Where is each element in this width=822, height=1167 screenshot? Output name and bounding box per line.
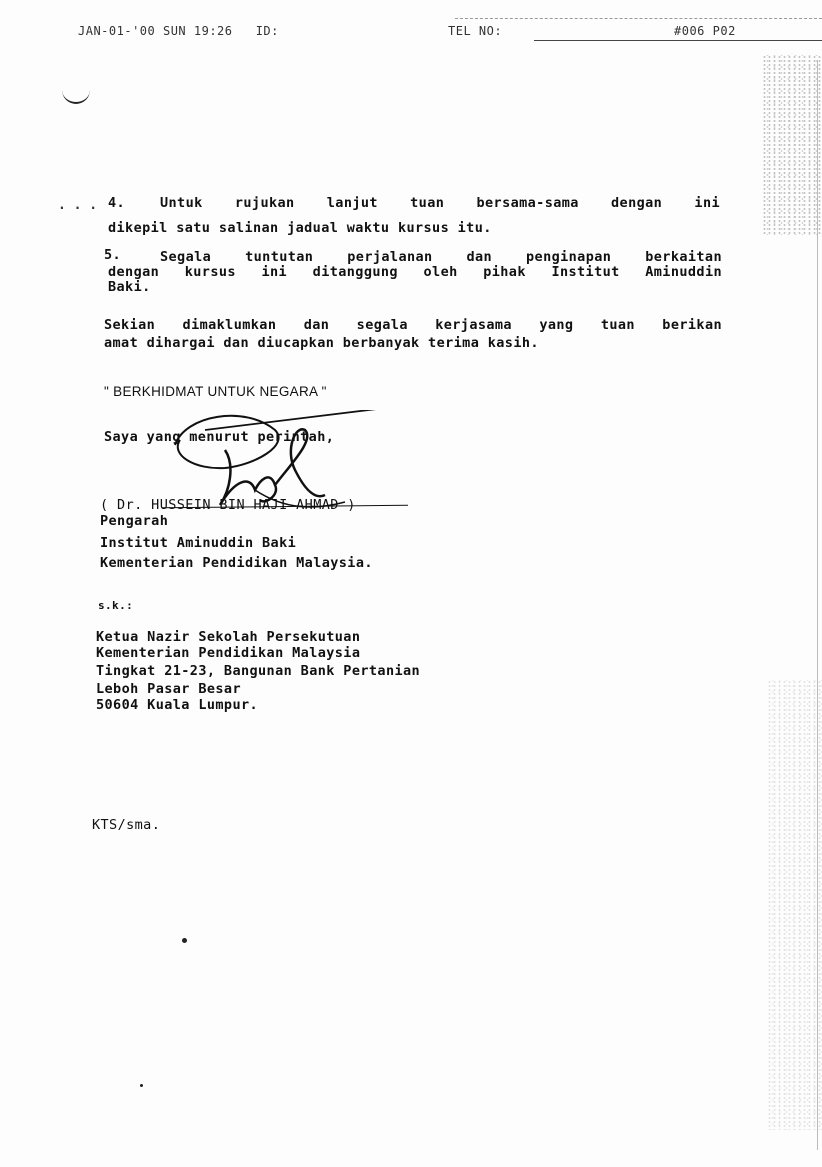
paragraph-5-line3: Baki. — [108, 279, 151, 295]
signoff: Saya yang menurut perintah, — [104, 429, 335, 445]
scan-mark — [62, 88, 90, 104]
fax-header-divider — [455, 18, 822, 19]
signatory-name: ( Dr. HUSSEIN BIN HAJI AHMAD ) — [100, 497, 356, 513]
reference-code: KTS/sma. — [92, 817, 161, 833]
cc-line1: Ketua Nazir Sekolah Persekutuan — [96, 629, 361, 645]
paragraph-4-number: 4. — [108, 195, 126, 211]
scan-dot — [140, 1084, 143, 1087]
scan-dot — [182, 938, 187, 943]
leader-dots: . . . — [58, 198, 98, 213]
cc-line4: Leboh Pasar Besar — [96, 681, 241, 697]
paragraph-5-line1: Segala tuntutan perjalanan dan penginapan berkaitan — [160, 249, 722, 265]
fax-id-label: ID: — [255, 24, 279, 38]
cc-line3: Tingkat 21-23, Bangunan Bank Pertanian — [96, 663, 421, 679]
fax-page-code: #006 P02 — [674, 24, 736, 38]
scan-edge-noise-lower — [767, 680, 822, 1130]
signatory-ministry: Kementerian Pendidikan Malaysia. — [100, 555, 373, 571]
closing-line2: amat dihargai dan diucapkan berbanyak terima kasih. — [104, 335, 539, 351]
cc-line2: Kementerian Pendidikan Malaysia — [96, 645, 361, 661]
paragraph-4-line2: dikepil satu salinan jadual waktu kursus itu. — [108, 220, 492, 236]
cc-label: s.k.: — [98, 599, 134, 612]
paragraph-5-number: 5. — [104, 247, 122, 263]
fax-header-underline — [534, 40, 822, 41]
scan-edge-line — [817, 60, 818, 1150]
paragraph-5-line2: dengan kursus ini ditanggung oleh pihak Institut Aminuddin — [108, 264, 722, 280]
cc-line5: 50604 Kuala Lumpur. — [96, 697, 259, 713]
signatory-title: Pengarah — [100, 513, 169, 529]
closing-line1: Sekian dimaklumkan dan segala kerjasama yang tuan berikan — [104, 317, 722, 333]
paragraph-4-line1: Untuk rujukan lanjut tuan bersama-sama dengan ini — [160, 195, 720, 211]
fax-header — [78, 24, 782, 44]
motto: " BERKHIDMAT UNTUK NEGARA " — [104, 384, 327, 399]
fax-date-time: JAN-01-'00 SUN 19:26 ID: — [78, 24, 279, 38]
scan-edge-noise — [762, 55, 822, 235]
signatory-institution: Institut Aminuddin Baki — [100, 535, 297, 551]
fax-tel-label: TEL NO: — [448, 24, 503, 38]
